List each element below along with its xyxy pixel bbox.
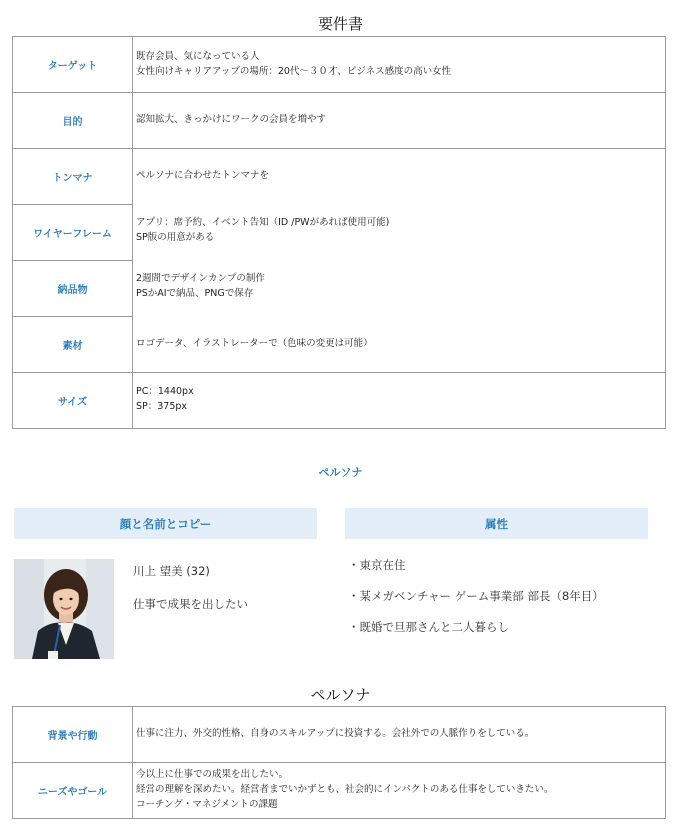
attributes-header: 属性: [345, 508, 648, 539]
woman-portrait-photo: [14, 559, 114, 659]
row-label-tone: トンマナ: [13, 149, 133, 204]
needs-line-3: コーチング・マネジメントの課題: [136, 799, 278, 810]
row-label-materials: 素材: [13, 317, 133, 372]
row-value-deliverables: [136, 271, 265, 301]
row-label-needs-goal: ニーズやゴール: [13, 763, 133, 818]
row-value-purpose: 認知拡大、きっかけにワークの会員を増やす: [136, 114, 327, 125]
needs-line-2: 経営の理解を深めたい。経営者までいかずとも、社会的にインパクトのある仕事をしていきたい。: [136, 784, 554, 795]
attribute-item: ・既婚で旦那さんと二人暮らし: [348, 620, 509, 634]
deliverables-line-2: PSかAIで納品、PNGで保存: [136, 288, 254, 299]
row-value-wireframe: [136, 215, 389, 245]
persona-name: 川上 望美 (32): [133, 564, 210, 578]
attribute-item: ・東京在住: [348, 558, 406, 572]
target-line-2: 女性向けキャリアアップの場所：20代〜３０才、ビジネス感度の高い女性: [136, 66, 452, 77]
row-value-materials: ロゴデータ、イラストレーターで（色味の変更は可能）: [136, 338, 373, 349]
persona-table: [12, 706, 666, 819]
persona-copy: 仕事で成果を出したい: [133, 597, 248, 611]
persona-table-title: ペルソナ: [310, 686, 371, 704]
row-label-purpose: 目的: [13, 93, 133, 148]
deliverables-line-1: 2週間でデザインカンプの制作: [136, 273, 265, 284]
requirements-table: [12, 36, 666, 429]
attribute-item: ・某メガベンチャー ゲーム事業部 部長（8年目）: [348, 589, 604, 603]
row-value-target: [136, 49, 451, 79]
portrait-illustration: [14, 559, 114, 659]
row-value-size: [136, 384, 194, 414]
row-label-background: 背景や行動: [13, 707, 133, 762]
requirements-title: 要件書: [317, 15, 363, 33]
target-line-1: 既存会員、気になっている人: [136, 51, 260, 62]
persona-section-label: ペルソナ: [318, 466, 363, 479]
wireframe-line-2: SP版の用意がある: [136, 232, 215, 243]
row-label-target: ターゲット: [13, 37, 133, 92]
needs-line-1: 今以上に仕事での成果を出したい。: [136, 769, 289, 780]
row-value-needs-goal: [136, 767, 553, 812]
row-value-background: 仕事に注力、外交的性格、自身のスキルアップに投資する。会社外での人脈作りをしている。: [136, 728, 535, 739]
row-label-wireframe: ワイヤーフレーム: [13, 205, 133, 260]
size-line-sp: SP：375px: [136, 401, 188, 412]
row-label-deliverables: 納品物: [13, 261, 133, 316]
row-value-tone: ペルソナに合わせたトンマナを: [136, 170, 270, 181]
row-label-size: サイズ: [13, 373, 133, 428]
wireframe-line-1: アプリ：席予約、イベント告知（ID /PWがあれば使用可能): [136, 217, 390, 228]
face-name-copy-header: 顔と名前とコピー: [14, 508, 317, 539]
size-line-pc: PC：1440px: [136, 386, 194, 397]
